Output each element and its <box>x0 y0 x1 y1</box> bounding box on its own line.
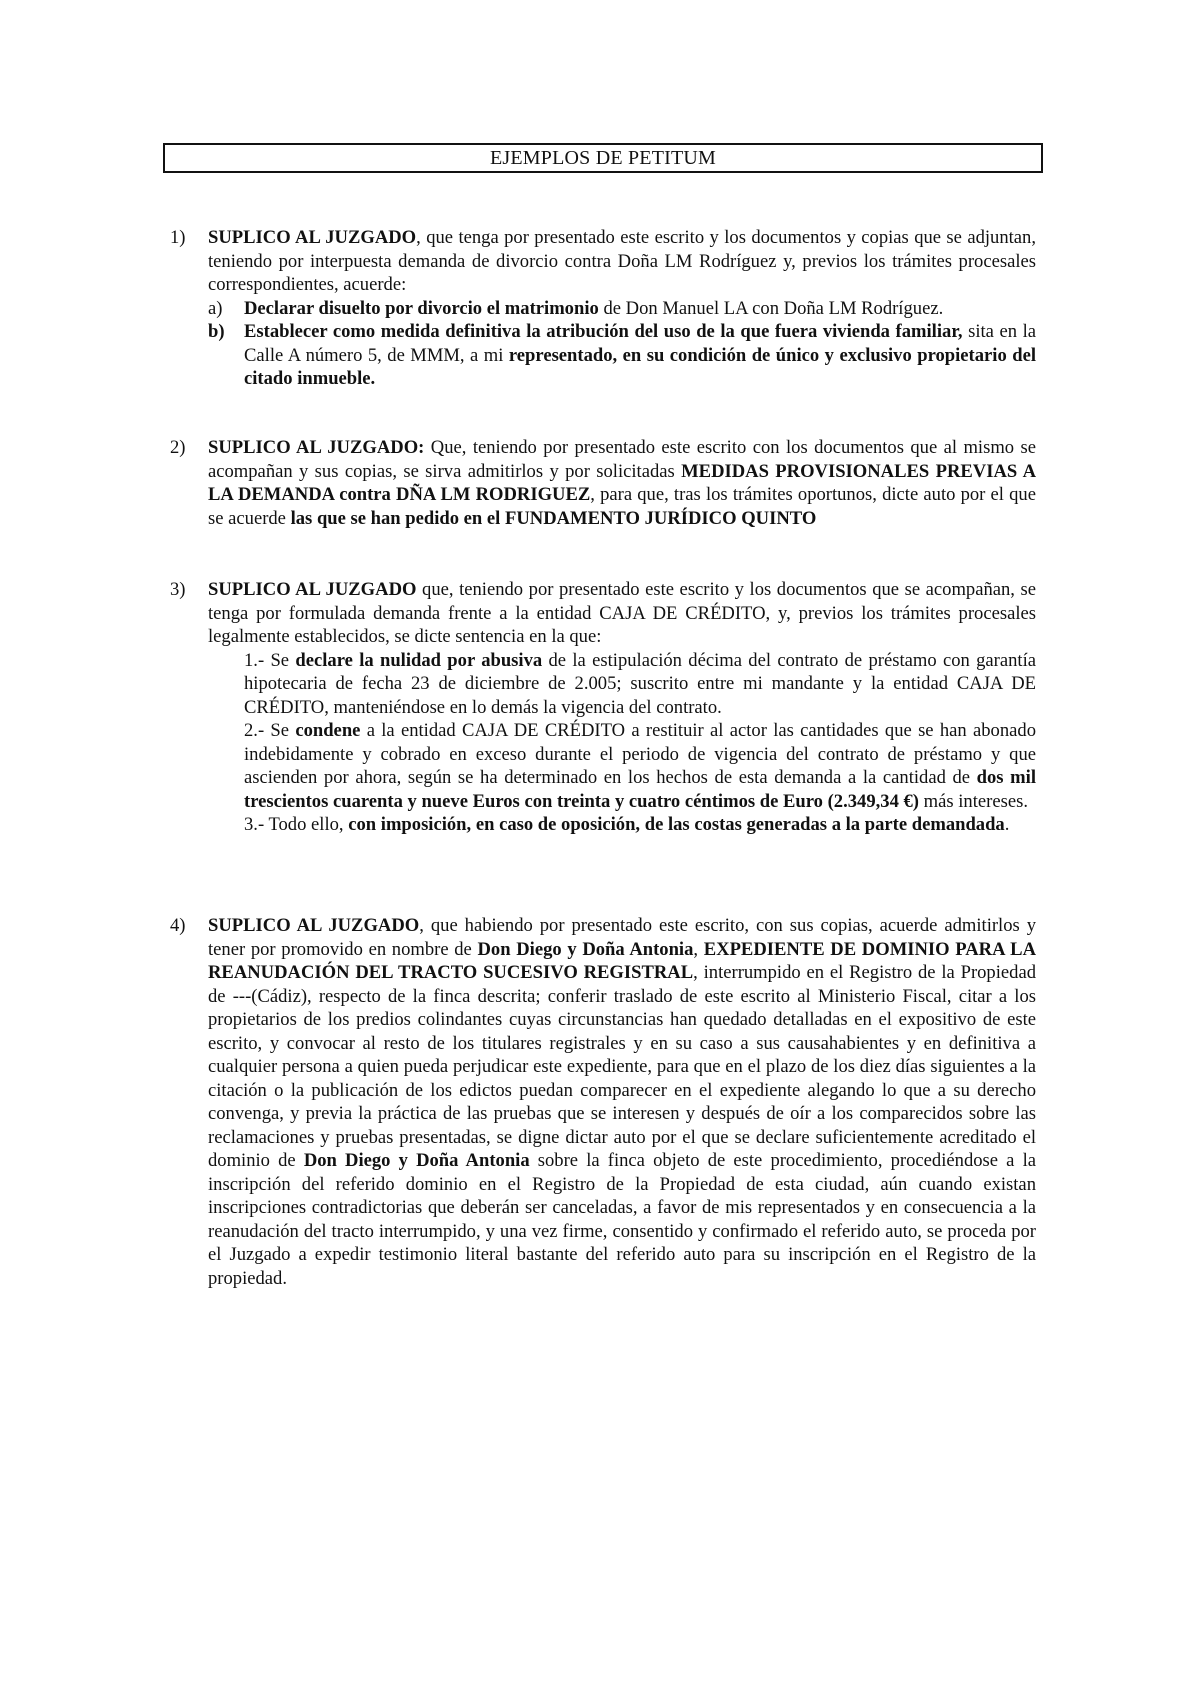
sub-bold: Declarar disuelto por divorcio el matrimonio <box>244 297 599 319</box>
item-body <box>208 436 1036 530</box>
point-text: . <box>1004 814 1010 835</box>
point-prefix: 2.- Se <box>244 720 296 741</box>
point-bold: condene <box>295 720 361 741</box>
suplico-lead: SUPLICO AL JUZGADO <box>208 579 417 600</box>
sub-bold-2: representado, en su condición de único y exclusivo propietario del citado inmueble. <box>244 344 1036 389</box>
item-paragraph <box>208 578 1036 649</box>
petitum-item-2 <box>170 436 1036 530</box>
petitum-item-1 <box>170 226 1036 391</box>
sub-letter: b) <box>208 321 225 342</box>
item-text: , que habiendo por presentado este escrito, con sus copias, acuerde admitirlos y tener por promovido en nombre de <box>208 915 1037 960</box>
point-bold: declare la nulidad por abusiva <box>295 649 543 671</box>
item-number: 1) <box>170 227 186 248</box>
item-text: , que tenga por presentado este escrito y los documentos y copias que se adjuntan, teniendo por interpuesta demanda de divorcio contra Doña LM Rodríguez y, previos los trámites procesales correspondientes, acuerde: <box>208 227 1037 295</box>
point-text: a la entidad CAJA DE CRÉDITO a restituir al actor las cantidades que se han abonado indebidamente y cobrado en exceso durante el periodo de vigencia del contrato de préstamo y que ascienden por ahora, según se ha determinado en los hechos de esta demanda a la cantidad de <box>244 720 1036 788</box>
point-prefix: 1.- Se <box>244 649 296 671</box>
sub-item-a <box>208 297 1036 321</box>
item-bold-1: MEDIDAS PROVISIONALES PREVIAS A LA DEMANDA contra DÑA LM RODRIGUEZ <box>208 460 1037 505</box>
numbered-point-3 <box>208 813 1036 837</box>
sub-text: sita en la Calle A número 5, de MMM, a mi <box>244 321 1037 366</box>
suplico-lead: SUPLICO AL JUZGADO <box>208 915 420 936</box>
point-bold: con imposición, en caso de oposición, de las costas generadas a la parte demandada <box>348 814 1005 835</box>
item-bold-2: las que se han pedido en el FUNDAMENTO JURÍDICO QUINTO <box>290 507 817 529</box>
sub-bold: Establecer como medida definitiva la atribución del uso de la que fuera vivienda familiar, <box>244 321 963 342</box>
item-body <box>208 914 1036 1290</box>
item-body <box>208 578 1036 837</box>
item-text: Que, teniendo por presentado este escrito con los documentos que al mismo se acompañan y sus copias, se sirva admitirlos y por solicitadas <box>208 437 1036 482</box>
point-text: de la estipulación décima del contrato de préstamo con garantía hipotecaria de fecha 23 de diciembre de 2.005; suscrito entre mi mandante y la entidad CAJA DE CRÉDITO, manteniéndose en lo demás la vigencia del contrato. <box>244 649 1037 718</box>
item-text: que, teniendo por presentado este escrito y los documentos que se acompañan, se tenga por formulada demanda frente a la entidad CAJA DE CRÉDITO, y, previos los trámites procesales legalmente establecidos, se dicte sentencia en la que: <box>208 579 1037 647</box>
point-prefix: 3.- Todo ello, <box>244 814 349 835</box>
item-text-4: sobre la finca objeto de este procedimiento, procediéndose a la inscripción del referido dominio en el Registro de la Propiedad de esta ciudad, aún cuando existan inscripciones contradictorias que deberán ser canceladas, a favor de mis representados y en consecuencia a la reanudación del tracto interrumpido, y una vez firme, consentido y confirmado el referido auto, se proceda por el Juzgado a expedir testimonio literal bastante del referido auto para su inscripción en el Registro de la propiedad. <box>208 1150 1036 1289</box>
point-text-2: más intereses. <box>919 790 1028 812</box>
item-text-2: , <box>693 938 704 960</box>
item-bold-2: EXPEDIENTE DE DOMINIO PARA LA REANUDACIÓN DEL TRACTO SUCESIVO REGISTRAL <box>208 938 1037 983</box>
suplico-lead: SUPLICO AL JUZGADO <box>208 227 417 248</box>
suplico-lead: SUPLICO AL JUZGADO: <box>208 437 425 458</box>
item-bold-1: Don Diego y Doña Antonia <box>477 938 694 960</box>
item-body <box>208 226 1036 391</box>
numbered-point-1 <box>208 649 1036 720</box>
item-bold-3: Don Diego y Doña Antonia <box>303 1150 530 1171</box>
item-text-3: , interrumpido en el Registro de la Propiedad de ---(Cádiz), respecto de la finca descrita; conferir traslado de este escrito al Ministerio Fiscal, citar a los propietarios de los predios colindantes cuyas circunstancias han quedado detalladas en el expositivo de este escrito, y convocar al resto de los titulares registrales y en su caso a sus causahabientes y en definitiva a cualquier persona a quien pueda perjudicar este expediente, para que en el plazo de los diez días siguientes a la citación o la publicación de los edictos puedan comparecer en el expediente alegando lo que a su derecho convenga, y previa la práctica de las pruebas que se interesen y después de oír a los comparecidos sobre las reclamaciones y pruebas presentadas, se digne dictar auto por el que se declare suficientemente acreditado el dominio de <box>208 962 1036 1171</box>
point-bold-2: dos mil trescientos cuarenta y nueve Euros con treinta y cuatro céntimos de Euro (2.349,34 €) <box>244 767 1036 812</box>
sub-text: de Don Manuel LA con Doña LM Rodríguez. <box>598 297 944 319</box>
petitum-item-3 <box>170 578 1036 837</box>
item-paragraph <box>208 436 1036 530</box>
sub-letter: a) <box>208 297 223 319</box>
item-paragraph <box>208 914 1036 1290</box>
item-number: 2) <box>170 437 186 458</box>
document-title: EJEMPLOS DE PETITUM <box>163 143 1043 173</box>
item-paragraph <box>208 226 1036 297</box>
numbered-point-2 <box>208 719 1036 813</box>
petitum-item-4 <box>170 914 1036 1290</box>
item-text-2: , para que, tras los trámites oportunos, dicte auto por el que se acuerde <box>208 484 1036 529</box>
sub-item-b <box>208 320 1036 391</box>
item-number: 3) <box>170 579 186 600</box>
item-number: 4) <box>170 915 186 936</box>
